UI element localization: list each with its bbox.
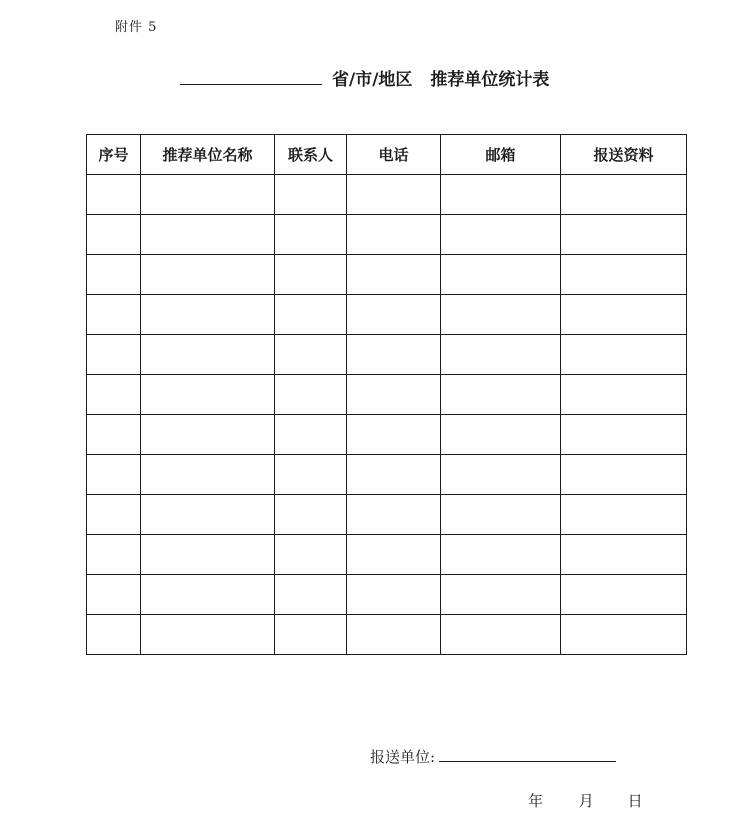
header-phone: 电话: [347, 135, 441, 175]
cell-serial-number[interactable]: [87, 175, 141, 215]
cell-contact-person[interactable]: [275, 535, 347, 575]
table-row: [87, 615, 687, 655]
cell-unit-name[interactable]: [141, 455, 275, 495]
cell-contact-person[interactable]: [275, 215, 347, 255]
cell-submitted-materials[interactable]: [561, 455, 687, 495]
cell-unit-name[interactable]: [141, 335, 275, 375]
cell-serial-number[interactable]: [87, 415, 141, 455]
cell-unit-name[interactable]: [141, 415, 275, 455]
header-contact-person: 联系人: [275, 135, 347, 175]
cell-contact-person[interactable]: [275, 255, 347, 295]
date-year-label: 年: [528, 792, 544, 810]
cell-unit-name[interactable]: [141, 175, 275, 215]
cell-serial-number[interactable]: [87, 455, 141, 495]
cell-email[interactable]: [441, 335, 561, 375]
cell-submitted-materials[interactable]: [561, 255, 687, 295]
cell-phone[interactable]: [347, 575, 441, 615]
cell-email[interactable]: [441, 415, 561, 455]
date-row: [528, 790, 643, 811]
cell-serial-number[interactable]: [87, 375, 141, 415]
table-row: [87, 375, 687, 415]
cell-serial-number[interactable]: [87, 495, 141, 535]
cell-email[interactable]: [441, 375, 561, 415]
table-header-row: [87, 135, 687, 175]
cell-email[interactable]: [441, 175, 561, 215]
table-row: [87, 535, 687, 575]
form-title: [180, 64, 549, 90]
table-row: [87, 575, 687, 615]
cell-unit-name[interactable]: [141, 535, 275, 575]
cell-contact-person[interactable]: [275, 335, 347, 375]
cell-phone[interactable]: [347, 455, 441, 495]
cell-email[interactable]: [441, 455, 561, 495]
table-row: [87, 455, 687, 495]
cell-submitted-materials[interactable]: [561, 615, 687, 655]
cell-email[interactable]: [441, 535, 561, 575]
cell-unit-name[interactable]: [141, 215, 275, 255]
cell-phone[interactable]: [347, 535, 441, 575]
cell-phone[interactable]: [347, 215, 441, 255]
cell-unit-name[interactable]: [141, 255, 275, 295]
cell-phone[interactable]: [347, 615, 441, 655]
cell-submitted-materials[interactable]: [561, 175, 687, 215]
cell-submitted-materials[interactable]: [561, 375, 687, 415]
cell-serial-number[interactable]: [87, 215, 141, 255]
attachment-label: 附件 5: [115, 20, 158, 35]
header-unit-name: 推荐单位名称: [141, 135, 275, 175]
cell-submitted-materials[interactable]: [561, 295, 687, 335]
cell-contact-person[interactable]: [275, 415, 347, 455]
table-body: [87, 175, 687, 655]
cell-unit-name[interactable]: [141, 615, 275, 655]
table-row: [87, 335, 687, 375]
submitter-label: 报送单位:: [370, 748, 436, 766]
title-main-label: 推荐单位统计表: [430, 70, 550, 90]
cell-email[interactable]: [441, 255, 561, 295]
submitter-row: [370, 742, 616, 767]
cell-phone[interactable]: [347, 375, 441, 415]
cell-submitted-materials[interactable]: [561, 215, 687, 255]
header-submitted-materials: 报送资料: [561, 135, 687, 175]
header-serial-number: 序号: [87, 135, 141, 175]
cell-phone[interactable]: [347, 175, 441, 215]
submitter-blank-line[interactable]: [439, 742, 616, 762]
cell-email[interactable]: [441, 215, 561, 255]
cell-submitted-materials[interactable]: [561, 535, 687, 575]
cell-email[interactable]: [441, 295, 561, 335]
table-row: [87, 495, 687, 535]
cell-contact-person[interactable]: [275, 175, 347, 215]
cell-unit-name[interactable]: [141, 375, 275, 415]
cell-serial-number[interactable]: [87, 575, 141, 615]
cell-contact-person[interactable]: [275, 575, 347, 615]
cell-phone[interactable]: [347, 255, 441, 295]
cell-submitted-materials[interactable]: [561, 495, 687, 535]
cell-email[interactable]: [441, 575, 561, 615]
cell-phone[interactable]: [347, 415, 441, 455]
cell-contact-person[interactable]: [275, 455, 347, 495]
table-row: [87, 215, 687, 255]
cell-unit-name[interactable]: [141, 495, 275, 535]
cell-phone[interactable]: [347, 335, 441, 375]
cell-serial-number[interactable]: [87, 295, 141, 335]
cell-contact-person[interactable]: [275, 615, 347, 655]
cell-phone[interactable]: [347, 495, 441, 535]
table-row: [87, 255, 687, 295]
table-row: [87, 415, 687, 455]
cell-submitted-materials[interactable]: [561, 575, 687, 615]
cell-contact-person[interactable]: [275, 295, 347, 335]
cell-contact-person[interactable]: [275, 495, 347, 535]
date-month-label: 月: [578, 792, 594, 810]
cell-submitted-materials[interactable]: [561, 335, 687, 375]
header-email: 邮箱: [441, 135, 561, 175]
cell-serial-number[interactable]: [87, 535, 141, 575]
title-region-label: 省/市/地区: [332, 70, 413, 90]
cell-unit-name[interactable]: [141, 295, 275, 335]
cell-serial-number[interactable]: [87, 615, 141, 655]
recommendation-stats-table: [86, 134, 687, 655]
cell-phone[interactable]: [347, 295, 441, 335]
cell-email[interactable]: [441, 495, 561, 535]
table-row: [87, 175, 687, 215]
cell-serial-number[interactable]: [87, 255, 141, 295]
date-day-label: 日: [627, 792, 643, 810]
cell-submitted-materials[interactable]: [561, 415, 687, 455]
cell-email[interactable]: [441, 615, 561, 655]
cell-serial-number[interactable]: [87, 335, 141, 375]
region-blank-line[interactable]: [180, 64, 322, 85]
table-row: [87, 295, 687, 335]
cell-contact-person[interactable]: [275, 375, 347, 415]
cell-unit-name[interactable]: [141, 575, 275, 615]
